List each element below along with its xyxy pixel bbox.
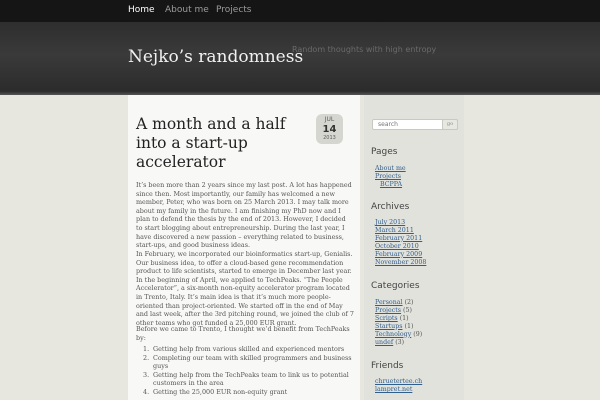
- archive-link[interactable]: February 2009: [375, 250, 423, 258]
- site-tagline: Random thoughts with high entropy: [292, 45, 437, 54]
- list-item: [375, 251, 426, 259]
- categories-list: [375, 299, 422, 346]
- list-item: [375, 173, 406, 181]
- list-item: [375, 323, 422, 331]
- list-item: [375, 165, 406, 173]
- list-text: Completing our team with skilled programmers and business guys: [153, 353, 352, 371]
- list-item: [375, 378, 422, 386]
- site-title[interactable]: Nejko’s randomness: [128, 47, 304, 67]
- post-paragraph: In February, we incorporated our bioinformatics start-up, Genialis. Our business idea, to offer a cloud-based gene recommendation product to life scientists, started to emerge in December last year. In the beginning of April, we applied to TechPeaks. “The People Accelerator”, a six-month non-equity accelerator program located in Trento, Italy. It’s main idea is that it’s much more people-oriented than project-oriented. We started off in the end of May and last week, after the 3rd pitching round, we joined the club of 7 other teams who got funded a 25,000 EUR grant.: [136, 250, 354, 327]
- list-number: 4.: [143, 387, 150, 396]
- nav-about-me[interactable]: About me: [165, 5, 209, 15]
- top-navigation: [0, 0, 600, 22]
- list-item: [375, 235, 426, 243]
- pages-list: [375, 165, 406, 189]
- list-item: [375, 299, 422, 307]
- list-number: 3.: [143, 370, 150, 379]
- archive-link[interactable]: February 2011: [375, 234, 423, 242]
- list-item: [375, 227, 426, 235]
- post-paragraph: Before we came to Trento, I thought we’d benefit from TechPeaks by:: [136, 325, 350, 342]
- page-link-about-me[interactable]: About me: [375, 165, 406, 172]
- categories-title: Categories: [371, 281, 420, 291]
- category-count: (9): [413, 330, 423, 338]
- nav-projects[interactable]: Projects: [216, 5, 252, 15]
- category-link[interactable]: Startups: [375, 322, 403, 330]
- list-item: [375, 219, 426, 227]
- friend-link[interactable]: chruetertee.ch: [375, 378, 423, 385]
- category-link[interactable]: Projects: [375, 306, 402, 314]
- category-count: (3): [395, 338, 405, 346]
- date-month: JUL: [324, 116, 335, 123]
- post-paragraph: It’s been more than 2 years since my last post. A lot has happened since then. Most importantly, our family has welcomed a new member, Peter, who was born on 25 March 2013. I may talk more about my family in the future. I am finishing my PhD now and I plan to defend the thesis by the end of 2013. However, I decided to start blogging about entrepreneurship. During the last year, I have discovered a new passion – everything related to business, start-ups, and good business ideas.: [136, 181, 352, 250]
- archive-link[interactable]: March 2011: [375, 226, 414, 234]
- list-item: [375, 259, 426, 267]
- post-title[interactable]: A month and a half into a start-up accelerator: [136, 115, 286, 171]
- category-link[interactable]: Technology: [375, 330, 412, 338]
- list-item: [375, 243, 426, 251]
- site-header: [0, 22, 600, 95]
- list-item: [136, 354, 356, 371]
- category-count: (2): [404, 299, 414, 306]
- page-link-bcppa[interactable]: BCPPA: [380, 180, 403, 188]
- friends-title: Friends: [371, 361, 404, 371]
- friends-list: [375, 378, 422, 394]
- list-number: 2.: [143, 353, 150, 362]
- category-link[interactable]: undef: [375, 338, 394, 346]
- date-year: 2013: [323, 135, 336, 141]
- date-day: 14: [322, 124, 337, 135]
- category-link[interactable]: Scripts: [375, 314, 398, 322]
- list-item: [136, 345, 356, 354]
- page-link-projects[interactable]: Projects: [375, 172, 402, 180]
- search-button[interactable]: go: [442, 119, 458, 130]
- date-badge: [316, 114, 343, 144]
- list-number: 1.: [143, 345, 150, 353]
- list-item: [375, 307, 422, 315]
- list-item: [375, 181, 406, 189]
- category-count: (5): [403, 306, 412, 314]
- list-item: [375, 339, 422, 347]
- list-item: [375, 315, 422, 323]
- nav-home[interactable]: Home: [128, 5, 155, 15]
- list-item: [375, 331, 422, 339]
- list-text: Getting help from various skilled and experienced mentors: [153, 345, 345, 353]
- friend-link[interactable]: lampret.net: [375, 385, 413, 393]
- category-count: (1): [399, 314, 409, 322]
- benefits-list: [136, 345, 356, 397]
- archive-link[interactable]: July 2013: [375, 219, 406, 226]
- archives-list: [375, 219, 426, 266]
- list-item: [375, 386, 422, 394]
- archive-link[interactable]: October 2010: [375, 242, 419, 250]
- archive-link[interactable]: November 2008: [375, 258, 427, 266]
- list-text: Getting help from the TechPeaks team to link us to potential customers in the area: [153, 370, 349, 388]
- list-text: Getting the 25,000 EUR non-equity grant: [153, 387, 288, 396]
- category-link[interactable]: Personal: [375, 299, 403, 306]
- list-item: [136, 388, 356, 397]
- archives-title: Archives: [371, 202, 410, 212]
- pages-title: Pages: [371, 147, 398, 157]
- category-count: (1): [404, 322, 414, 330]
- list-item: [136, 371, 356, 388]
